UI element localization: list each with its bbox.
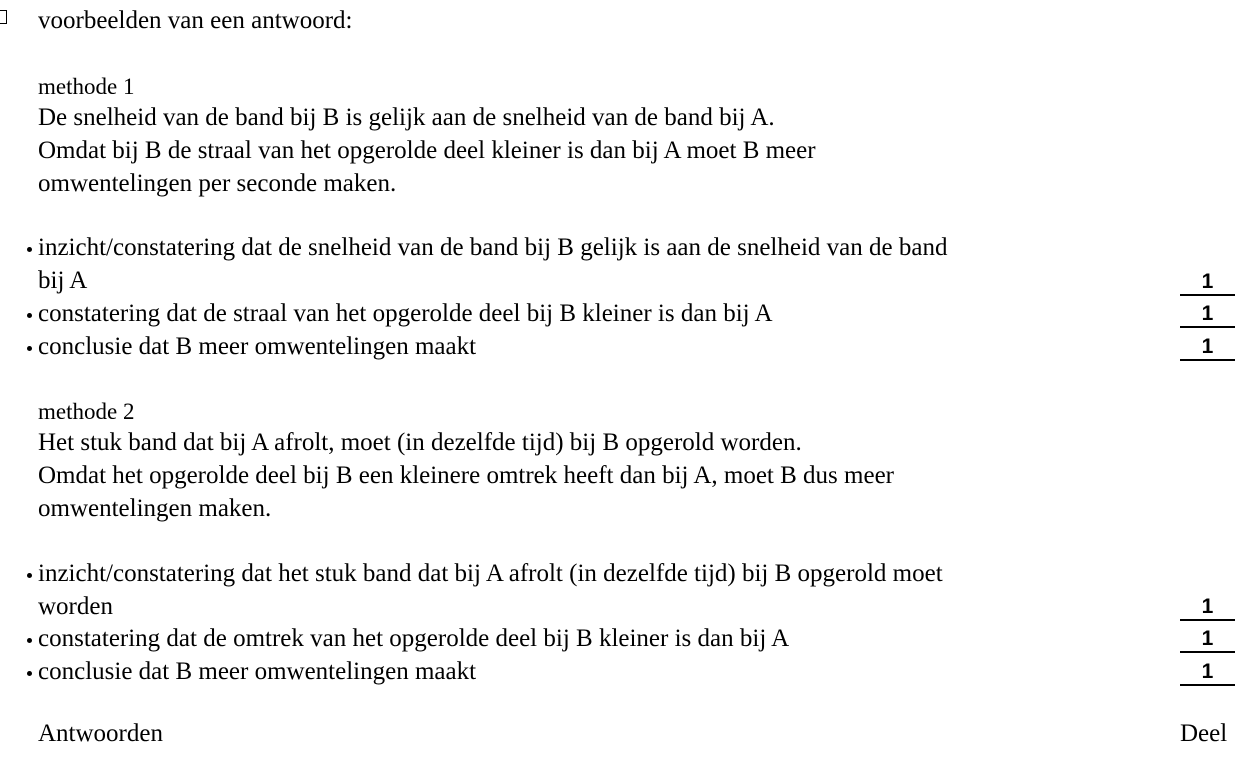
method-2-criterion: inzicht/constatering dat het stuk band dat bij A afrolt (in dezelfde tijd) bij B opgerold moet [38,560,943,587]
score-value: 1 [1180,270,1235,296]
method-1-text-line: Omdat bij B de straal van het opgerolde deel kleiner is dan bij A moet B meer [38,137,816,164]
method-2-text-line: Omdat het opgerolde deel bij B een kleinere omtrek heeft dan bij A, moet B dus meer [38,462,894,489]
method-2-title: methode 2 [38,399,135,424]
score-value: 1 [1180,302,1235,328]
score-value: 1 [1180,335,1235,361]
method-2-text-line: Het stuk band dat bij A afrolt, moet (in dezelfde tijd) bij B opgerold worden. [38,429,802,456]
bullet-icon [27,573,32,578]
method-1-criterion: inzicht/constatering dat de snelheid van de band bij B gelijk is aan de snelheid van de band [38,234,948,261]
answer-marker-icon [0,10,7,24]
footer-left-label: Antwoorden [38,720,163,747]
bullet-icon [27,671,32,676]
score-value: 1 [1180,660,1235,686]
method-1-title: methode 1 [38,74,135,99]
intro-text: voorbeelden van een antwoord: [38,7,353,34]
method-2-criterion: conclusie dat B meer omwentelingen maakt [38,658,477,685]
method-1-criterion: constatering dat de straal van het opgerolde deel bij B kleiner is dan bij A [38,300,773,327]
method-2-criterion-cont: worden [38,593,113,620]
bullet-icon [27,313,32,318]
bullet-icon [27,638,32,643]
method-2-criterion: constatering dat de omtrek van het opgerolde deel bij B kleiner is dan bij A [38,625,790,652]
score-value: 1 [1180,595,1235,621]
footer-right-label: Deel [1180,720,1228,747]
method-1-criterion: conclusie dat B meer omwentelingen maakt [38,333,477,360]
method-2-text-line: omwentelingen maken. [38,495,272,522]
bullet-icon [27,346,32,351]
method-1-text-line: De snelheid van de band bij B is gelijk aan de snelheid van de band bij A. [38,104,775,131]
method-1-criterion-cont: bij A [38,267,88,294]
method-1-text-line: omwentelingen per seconde maken. [38,170,397,197]
bullet-icon [27,247,32,252]
score-value: 1 [1180,627,1235,653]
